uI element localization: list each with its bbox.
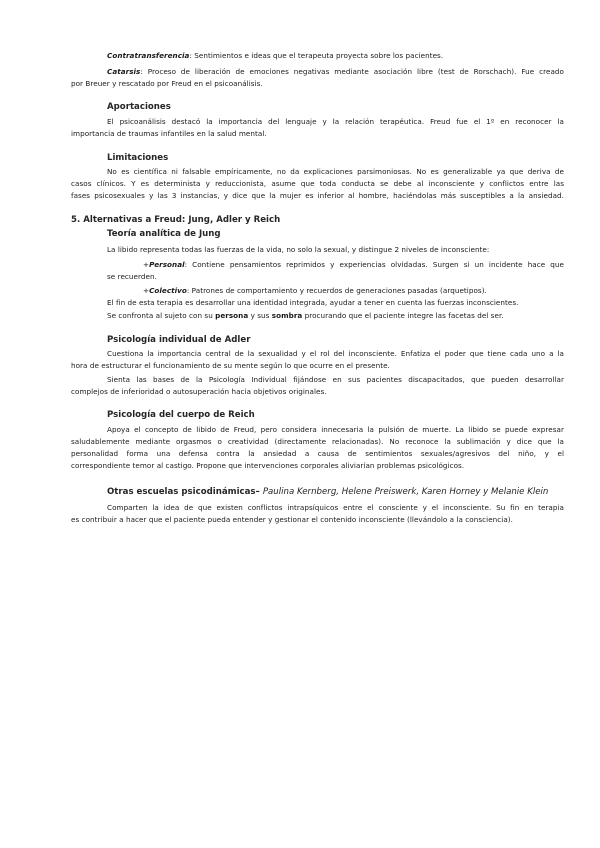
jung-colectivo-term: Colectivo — [149, 286, 187, 295]
jung-colectivo-prefix: + — [143, 286, 150, 295]
jung-colectivo-text: : Patrones de comportamiento y recuerdos de generaciones pasadas (arquetipos). — [186, 286, 487, 295]
otras-heading-names: Paulina Kernberg, Helene Preiswerk, Karen Horney y Melanie Klein — [262, 487, 549, 497]
reich-line4: correspondiente temor al castigo. Propone que intervenciones corporales aliviarían problemas psicológicos. — [71, 461, 465, 470]
contratransferencia-definition — [107, 51, 443, 60]
limitaciones-line1: No es científica ni falsable empíricamente, no da explicaciones parsimoniosas. No es generalizable ya que deriva de — [107, 167, 564, 176]
reich-line2: saludablemente mediante orgasmos o creatividad (directamente relacionadas). No reconoce la sublimación y dice que la — [71, 437, 564, 446]
limitaciones-heading: Limitaciones — [107, 153, 169, 163]
jung-personal-prefix: + — [143, 260, 150, 269]
adler-line2: hora de estructurar el funcionamiento de su mente según lo que ocurre en el presente. — [71, 361, 390, 370]
jung-intro: La libido representa todas las fuerzas de la vida, no solo la sexual, y distingue 2 niveles de inconsciente: — [107, 245, 490, 254]
adler-heading: Psicología individual de Adler — [107, 335, 251, 345]
jung-confronta — [107, 311, 504, 320]
contratransferencia-term: Contratransferencia — [107, 51, 190, 60]
otras-heading — [107, 487, 548, 497]
reich-heading: Psicología del cuerpo de Reich — [107, 410, 255, 420]
aportaciones-line2: importancia de traumas infantiles en la salud mental. — [71, 129, 267, 138]
jung-heading: Teoría analítica de Jung — [107, 229, 221, 239]
jung-confronta-persona: persona — [215, 311, 249, 320]
jung-personal — [143, 260, 564, 269]
catarsis-line2: por Breuer y rescatado por Freud en el psicoanálisis. — [71, 79, 263, 88]
jung-confronta-2: y sus — [248, 311, 272, 320]
jung-confronta-sombra: sombra — [271, 311, 303, 320]
jung-fin: El fin de esta terapia es desarrollar una identidad integrada, ayudar a tener en cuenta las fuerzas inconscientes. — [107, 298, 519, 307]
otras-line1: Comparten la idea de que existen conflictos intrapsíquicos entre el consciente y el inconsciente. Su fin en terapia — [107, 503, 564, 512]
contratransferencia-text: : Sentimientos e ideas que el terapeuta proyecta sobre los pacientes. — [189, 51, 444, 60]
catarsis-definition — [107, 67, 564, 76]
jung-confronta-1: Se confronta al sujeto con su — [107, 311, 216, 320]
jung-confronta-3: procurando que el paciente integre las facetas del ser. — [302, 311, 504, 320]
section-5-heading: 5. Alternativas a Freud: Jung, Adler y Reich — [71, 215, 281, 225]
otras-heading-dash: – — [255, 487, 263, 497]
aportaciones-line1: El psicoanálisis destacó la importancia del lenguaje y la relación terapéutica. Freud fue el 1º en reconocer la — [107, 117, 564, 126]
catarsis-line1: : Proceso de liberación de emociones negativas mediante asociación libre (test de Rorschach). Fue creado — [140, 67, 564, 76]
jung-personal-line2: se recuerden. — [107, 272, 157, 281]
adler-line3: Sienta las bases de la Psicología Individual fijándose en sus pacientes discapacitados, que pueden desarrollar — [107, 375, 564, 384]
reich-line3: personalidad forma una defensa contra la ansiedad a causa de sentimientos sexuales/agresivos del niño, y el — [71, 449, 564, 458]
jung-personal-term: Personal — [149, 260, 185, 269]
aportaciones-heading: Aportaciones — [107, 102, 171, 112]
otras-line2: es contribuir a hacer que el paciente pueda entender y gestionar el contenido inconsciente (llevándolo a la consciencia). — [71, 515, 513, 524]
otras-heading-title: Otras escuelas psicodinámicas — [107, 487, 256, 497]
reich-line1: Apoya el concepto de libido de Freud, pero considera innecesaria la pulsión de muerte. La libido se puede expresar — [107, 425, 564, 434]
jung-personal-line1: : Contiene pensamientos reprimidos y experiencias olvidadas. Surgen si un incidente hace que — [184, 260, 564, 269]
limitaciones-line2: casos clínicos. Y es determinista y reduccionista, asume que toda conducta se debe al inconsciente y conflictos entre las — [71, 179, 564, 188]
catarsis-term: Catarsis — [107, 67, 141, 76]
jung-colectivo — [143, 286, 487, 295]
limitaciones-line3: fases psicosexuales y las 3 instancias, y dice que la mujer es inferior al hombre, haciéndolas más susceptibles a la ansiedad. — [71, 191, 564, 200]
adler-line4: complejos de inferioridad o autosuperación hacia objetivos originales. — [71, 387, 327, 396]
adler-line1: Cuestiona la importancia central de la sexualidad y el rol del inconsciente. Enfatiza el poder que tiene cada uno a la — [107, 349, 564, 358]
